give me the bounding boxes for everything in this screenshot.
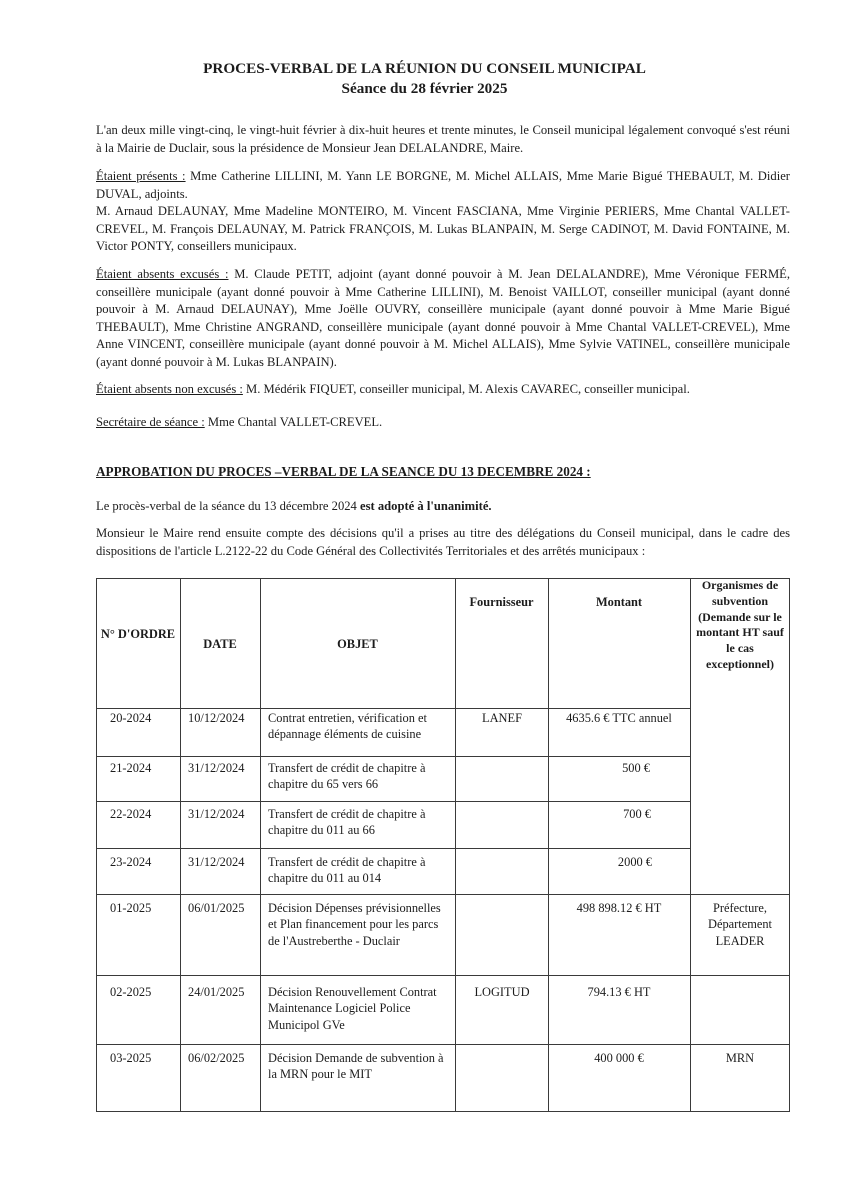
- row1-objet: Contrat entretien, vérification et dépannage éléments de cuisine: [268, 711, 427, 742]
- pv-approval-text: Le procès-verbal de la séance du 13 décembre 2024: [96, 499, 357, 513]
- row6-montant: 794.13 € HT: [587, 985, 651, 999]
- non-excuses-label: Étaient absents non excusés :: [96, 382, 243, 396]
- secretaire-paragraph: [96, 414, 790, 432]
- row2-ordre: 21-2024: [110, 761, 152, 775]
- table-row-rule: [96, 848, 690, 849]
- row2-objet: Transfert de crédit de chapitre à chapitre du 65 vers 66: [268, 761, 426, 792]
- table-col-rule: [455, 578, 456, 1112]
- row6-objet: Décision Renouvellement Contrat Maintenance Logiciel Police Municipol GVe: [268, 985, 437, 1032]
- row6-date: 24/01/2025: [188, 985, 245, 999]
- section-title: APPROBATION DU PROCES –VERBAL DE LA SEANCE DU 13 DECEMBRE 2024 :: [96, 464, 591, 479]
- row5-date: 06/01/2025: [188, 901, 245, 915]
- header-fournisseur: Fournisseur: [469, 595, 534, 609]
- pv-approval-result: est adopté à l'unanimité.: [360, 499, 492, 513]
- row2-date: 31/12/2024: [188, 761, 245, 775]
- header-date: DATE: [203, 637, 237, 651]
- row6-ordre: 02-2025: [110, 985, 152, 999]
- presents-conseillers: M. Arnaud DELAUNAY, Mme Madeline MONTEIRO, M. Vincent FASCIANA, Mme Virginie PERIERS, Mme Chantal VALLET-CREVEL, M. François DELAUNAY, M. Patrick FRANÇOIS, M. Lukas BLANPAIN, M. Serge CADINOT, M. David FONTAINE, M. Victor PONTY, conseillers municipaux.: [96, 204, 790, 254]
- table-header-rule: [96, 708, 690, 709]
- row1-montant: 4635.6 € TTC annuel: [566, 711, 672, 725]
- row1-date: 10/12/2024: [188, 711, 245, 725]
- non-excuses-text: M. Médérik FIQUET, conseiller municipal, M. Alexis CAVAREC, conseiller municipal.: [246, 382, 690, 396]
- excuses-label: Étaient absents excusés :: [96, 267, 229, 281]
- row5-organisme: Préfecture, Département LEADER: [708, 901, 772, 948]
- session-date-title: Séance du 28 février 2025: [341, 80, 508, 97]
- row7-montant: 400 000 €: [594, 1051, 644, 1065]
- pv-approval-paragraph: [96, 498, 790, 516]
- table-row-rule: [96, 1044, 790, 1045]
- document-title: PROCES-VERBAL DE LA RÉUNION DU CONSEIL MUNICIPAL: [203, 60, 646, 77]
- row7-objet: Décision Demande de subvention à la MRN pour le MIT: [268, 1051, 444, 1082]
- row5-montant: 498 898.12 € HT: [576, 901, 662, 915]
- row3-montant: 700 €: [623, 807, 651, 821]
- header-organismes: Organismes de subvention (Demande sur le montant HT sauf le cas exceptionnel): [696, 578, 784, 671]
- row4-date: 31/12/2024: [188, 855, 245, 869]
- header-montant: Montant: [595, 595, 643, 609]
- table-row-rule: [96, 756, 690, 757]
- table-col-rule: [180, 578, 181, 1112]
- row5-objet: Décision Dépenses prévisionnelles et Plan financement pour les parcs de l'Austreberthe - Duclair: [268, 901, 441, 948]
- row1-ordre: 20-2024: [110, 711, 152, 725]
- table-row-rule: [96, 975, 790, 976]
- row7-ordre: 03-2025: [110, 1051, 152, 1065]
- row1-fournisseur: LANEF: [482, 711, 522, 725]
- row3-ordre: 22-2024: [110, 807, 152, 821]
- row5-ordre: 01-2025: [110, 901, 152, 915]
- intro-paragraph: L'an deux mille vingt-cinq, le vingt-huit février à dix-huit heures et trente minutes, le Conseil municipal légalement convoqué s'est réuni à la Mairie de Duclair, sous la présidence de Monsieur Jean DELALANDRE, Maire.: [96, 123, 790, 155]
- presents-adjoints: Mme Catherine LILLINI, M. Yann LE BORGNE, M. Michel ALLAIS, Mme Marie Bigué THEBAULT, M. Didier DUVAL, adjoints.: [96, 169, 790, 201]
- secretaire-text: Mme Chantal VALLET-CREVEL.: [207, 415, 383, 429]
- row4-montant: 2000 €: [617, 855, 652, 869]
- table-col-rule: [260, 578, 261, 1112]
- non-excuses-paragraph: [96, 381, 790, 399]
- row7-organisme: MRN: [725, 1051, 755, 1065]
- table-border-top: [96, 578, 790, 579]
- header-ordre: N° D'ORDRE: [100, 627, 176, 641]
- secretaire-label: Secrétaire de séance :: [96, 415, 205, 429]
- table-border-right: [789, 578, 790, 1112]
- table-border-left: [96, 578, 97, 1112]
- header-objet: OBJET: [337, 637, 378, 651]
- row4-objet: Transfert de crédit de chapitre à chapitre du 011 au 014: [268, 855, 426, 886]
- table-col-rule: [690, 578, 691, 1112]
- row6-fournisseur: LOGITUD: [474, 985, 530, 999]
- table-row-rule: [96, 801, 690, 802]
- excuses-paragraph: [96, 266, 790, 372]
- maire-decisions-paragraph: Monsieur le Maire rend ensuite compte des décisions qu'il a prises au titre des délégations du Conseil municipal, dans le cadre des dispositions de l'article L.2122-22 du Code Général des Collectivités Territoriales et des arrêtés municipaux :: [96, 526, 790, 558]
- decisions-table: [96, 578, 790, 1112]
- excuses-text: M. Claude PETIT, adjoint (ayant donné pouvoir à M. Jean DELALANDRE), Mme Véronique FERMÉ, conseillère municipale (ayant donné pouvoir à Mme Catherine LILLINI), M. Benoist VAILLOT, conseiller municipal (ayant donné pouvoir à M. Arnaud DELAUNAY), Mme Joëlle OUVRY, conseillère municipale (ayant donné pouvoir à Mme Marie Bigué THEBAULT), Mme Christine ANGRAND, conseillère municipale (ayant donné pouvoir à Mme Chantal VALLET-CREVEL), Mme Anne VINCENT, conseillère municipale (ayant donné pouvoir à M. Michel ALLAIS), Mme Sylvie VATINEL, conseillère municipale (ayant donné pouvoir à M. Lukas BLANPAIN).: [96, 267, 790, 369]
- row4-ordre: 23-2024: [110, 855, 152, 869]
- row3-objet: Transfert de crédit de chapitre à chapitre du 011 au 66: [268, 807, 426, 838]
- presents-paragraph: [96, 168, 790, 203]
- table-row-rule: [96, 894, 790, 895]
- table-border-bottom: [96, 1111, 790, 1112]
- row2-montant: 500 €: [622, 761, 650, 775]
- table-col-rule: [548, 578, 549, 1112]
- row3-date: 31/12/2024: [188, 807, 245, 821]
- presents-label: Étaient présents :: [96, 169, 186, 183]
- row7-date: 06/02/2025: [188, 1051, 245, 1065]
